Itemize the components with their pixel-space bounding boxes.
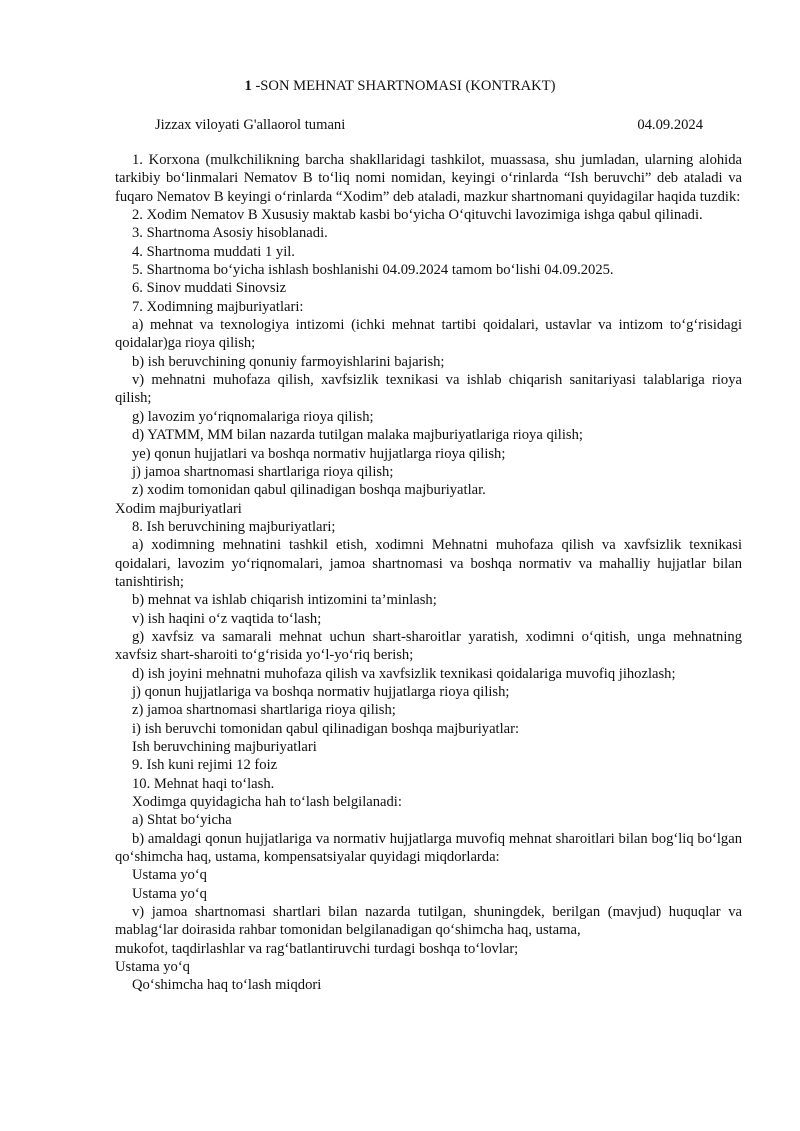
place-text: Jizzax viloyati G'allaorol tumani — [155, 117, 346, 133]
place-date-row — [155, 116, 703, 134]
duty-8g: g) xavfsiz va samarali mehnat uchun shart-sharoitlar yaratish, xodimni o‘qitish, unga mehnatning xavfsiz shart-sharoiti to‘g‘risida yo‘l-yo‘riq berish; — [115, 628, 742, 664]
bonus-line-3: Ustama yo‘q — [115, 959, 190, 976]
duty-8b: b) mehnat va ishlab chiqarish intizomini ta’minlash; — [132, 592, 437, 609]
paragraph-2: 2. Xodim Nematov B Xususiy maktab kasbi bo‘yicha O‘qituvchi lavozimiga ishga qabul qilinadi. — [132, 207, 703, 224]
pay-v: v) jamoa shartnomasi shartlari bilan nazarda tutilgan, shuningdek, berilgan (mavjud) huquqlar va mablag‘lar doirasida rahbar tomonidan belgilanadigan qo‘shimcha haq, ustama, — [115, 904, 742, 939]
paragraph-9: 9. Ish kuni rejimi 12 foiz — [132, 757, 278, 774]
duty-7g: g) lavozim yo‘riqnomalariga rioya qilish; — [132, 408, 374, 425]
section-label-employee: Xodim majburiyatlari — [115, 500, 242, 517]
duty-7a: a) mehnat va texnologiya intizomi (ichki mehnat tartibi qoidalari, ustavlar va intizom to‘g‘risidagi qoidalar)ga rioya qilish; — [115, 317, 742, 352]
duty-8a: a) xodimning mehnatini tashkil etish, xodimni Mehnatni muhofaza qilish va xavfsizlik texnikasi qoidalari, lavozim yo‘riqnomalari, jamoa shartnomasi va boshqa normativ va mahalliy hujjatlar bilan tanishtirish; — [115, 537, 742, 590]
duty-7b: b) ish beruvchining qonuniy farmoyishlarini bajarish; — [132, 353, 445, 370]
extra-pay-amount: Qo‘shimcha haq to‘lash miqdori — [132, 977, 322, 994]
title-text: -SON MEHNAT SHARTNOMASI (KONTRAKT) — [251, 78, 556, 94]
duty-8d: d) ish joyini mehnatni muhofaza qilish va xavfsizlik texnikasi qoidalariga muvofiq jihozlash; — [132, 665, 676, 682]
pay-b: b) amaldagi qonun hujjatlariga va normativ hujjatlarga muvofiq mehnat sharoitlari bilan bog‘liq bo‘lgan qo‘shimcha haq, ustama, kompensatsiyalar quyidagi miqdorlarda: — [115, 830, 742, 866]
paragraph-10: 10. Mehnat haqi to‘lash. — [132, 775, 275, 792]
document-body — [115, 151, 742, 995]
duty-7z: z) xodim tomonidan qabul qilinadigan boshqa majburiyatlar. — [132, 482, 486, 499]
pay-intro: Xodimga quyidagicha hah to‘lash belgilanadi: — [132, 794, 402, 811]
duty-7ye: ye) qonun hujjatlari va boshqa normativ hujjatlarga rioya qilish; — [132, 445, 506, 462]
paragraph-6: 6. Sinov muddati Sinovsiz — [132, 280, 287, 297]
duty-8z: z) jamoa shartnomasi shartlariga rioya qilish; — [132, 702, 396, 719]
date-text: 04.09.2024 — [637, 117, 703, 133]
duty-7v: v) mehnatni muhofaza qilish, xavfsizlik texnikasi va ishlab chiqarish sanitariyasi talablariga rioya qilish; — [115, 372, 742, 407]
duty-8j: j) qonun hujjatlariga va boshqa normativ hujjatlarga rioya qilish; — [132, 683, 510, 700]
pay-a: a) Shtat bo‘yicha — [132, 812, 232, 829]
paragraph-1: 1. Korxona (mulkchilikning barcha shakllaridagi tashkilot, muassasa, shu jumladan, ularning alohida tarkibiy bo‘linmalari Nematov B to‘liq nomi nomidan, keyingi o‘rinlarda “Ish beruvchi” deb ataladi va fuqaro Nematov B keyingi o‘rinlarda “Xodim” deb ataladi, mazkur shartnomani quyidagilar haqida tuzdik: — [115, 152, 742, 205]
paragraph-5: 5. Shartnoma bo‘yicha ishlash boshlanishi 04.09.2024 tamom bo‘lishi 04.09.2025. — [132, 262, 614, 279]
duty-8v: v) ish haqini o‘z vaqtida to‘lash; — [132, 610, 322, 627]
contract-number: 1 — [244, 78, 252, 94]
paragraph-8: 8. Ish beruvchining majburiyatlari; — [132, 518, 336, 535]
pay-v-continued: mukofot, taqdirlashlar va rag‘batlantiruvchi turdagi boshqa to‘lovlar; — [115, 940, 519, 957]
bonus-line-1: Ustama yo‘q — [132, 867, 207, 884]
document-title — [0, 77, 800, 95]
duty-7j: j) jamoa shartnomasi shartlariga rioya qilish; — [132, 463, 394, 480]
duty-8i: i) ish beruvchi tomonidan qabul qilinadigan boshqa majburiyatlar: — [132, 720, 520, 737]
duty-7d: d) YATMM, MM bilan nazarda tutilgan malaka majburiyatlariga rioya qilish; — [132, 427, 583, 444]
paragraph-4: 4. Shartnoma muddati 1 yil. — [132, 243, 295, 260]
bonus-line-2: Ustama yo‘q — [132, 885, 207, 902]
paragraph-7: 7. Xodimning majburiyatlari: — [132, 298, 304, 315]
section-label-employer: Ish beruvchining majburiyatlari — [132, 739, 317, 755]
paragraph-3: 3. Shartnoma Asosiy hisoblanadi. — [132, 225, 328, 242]
